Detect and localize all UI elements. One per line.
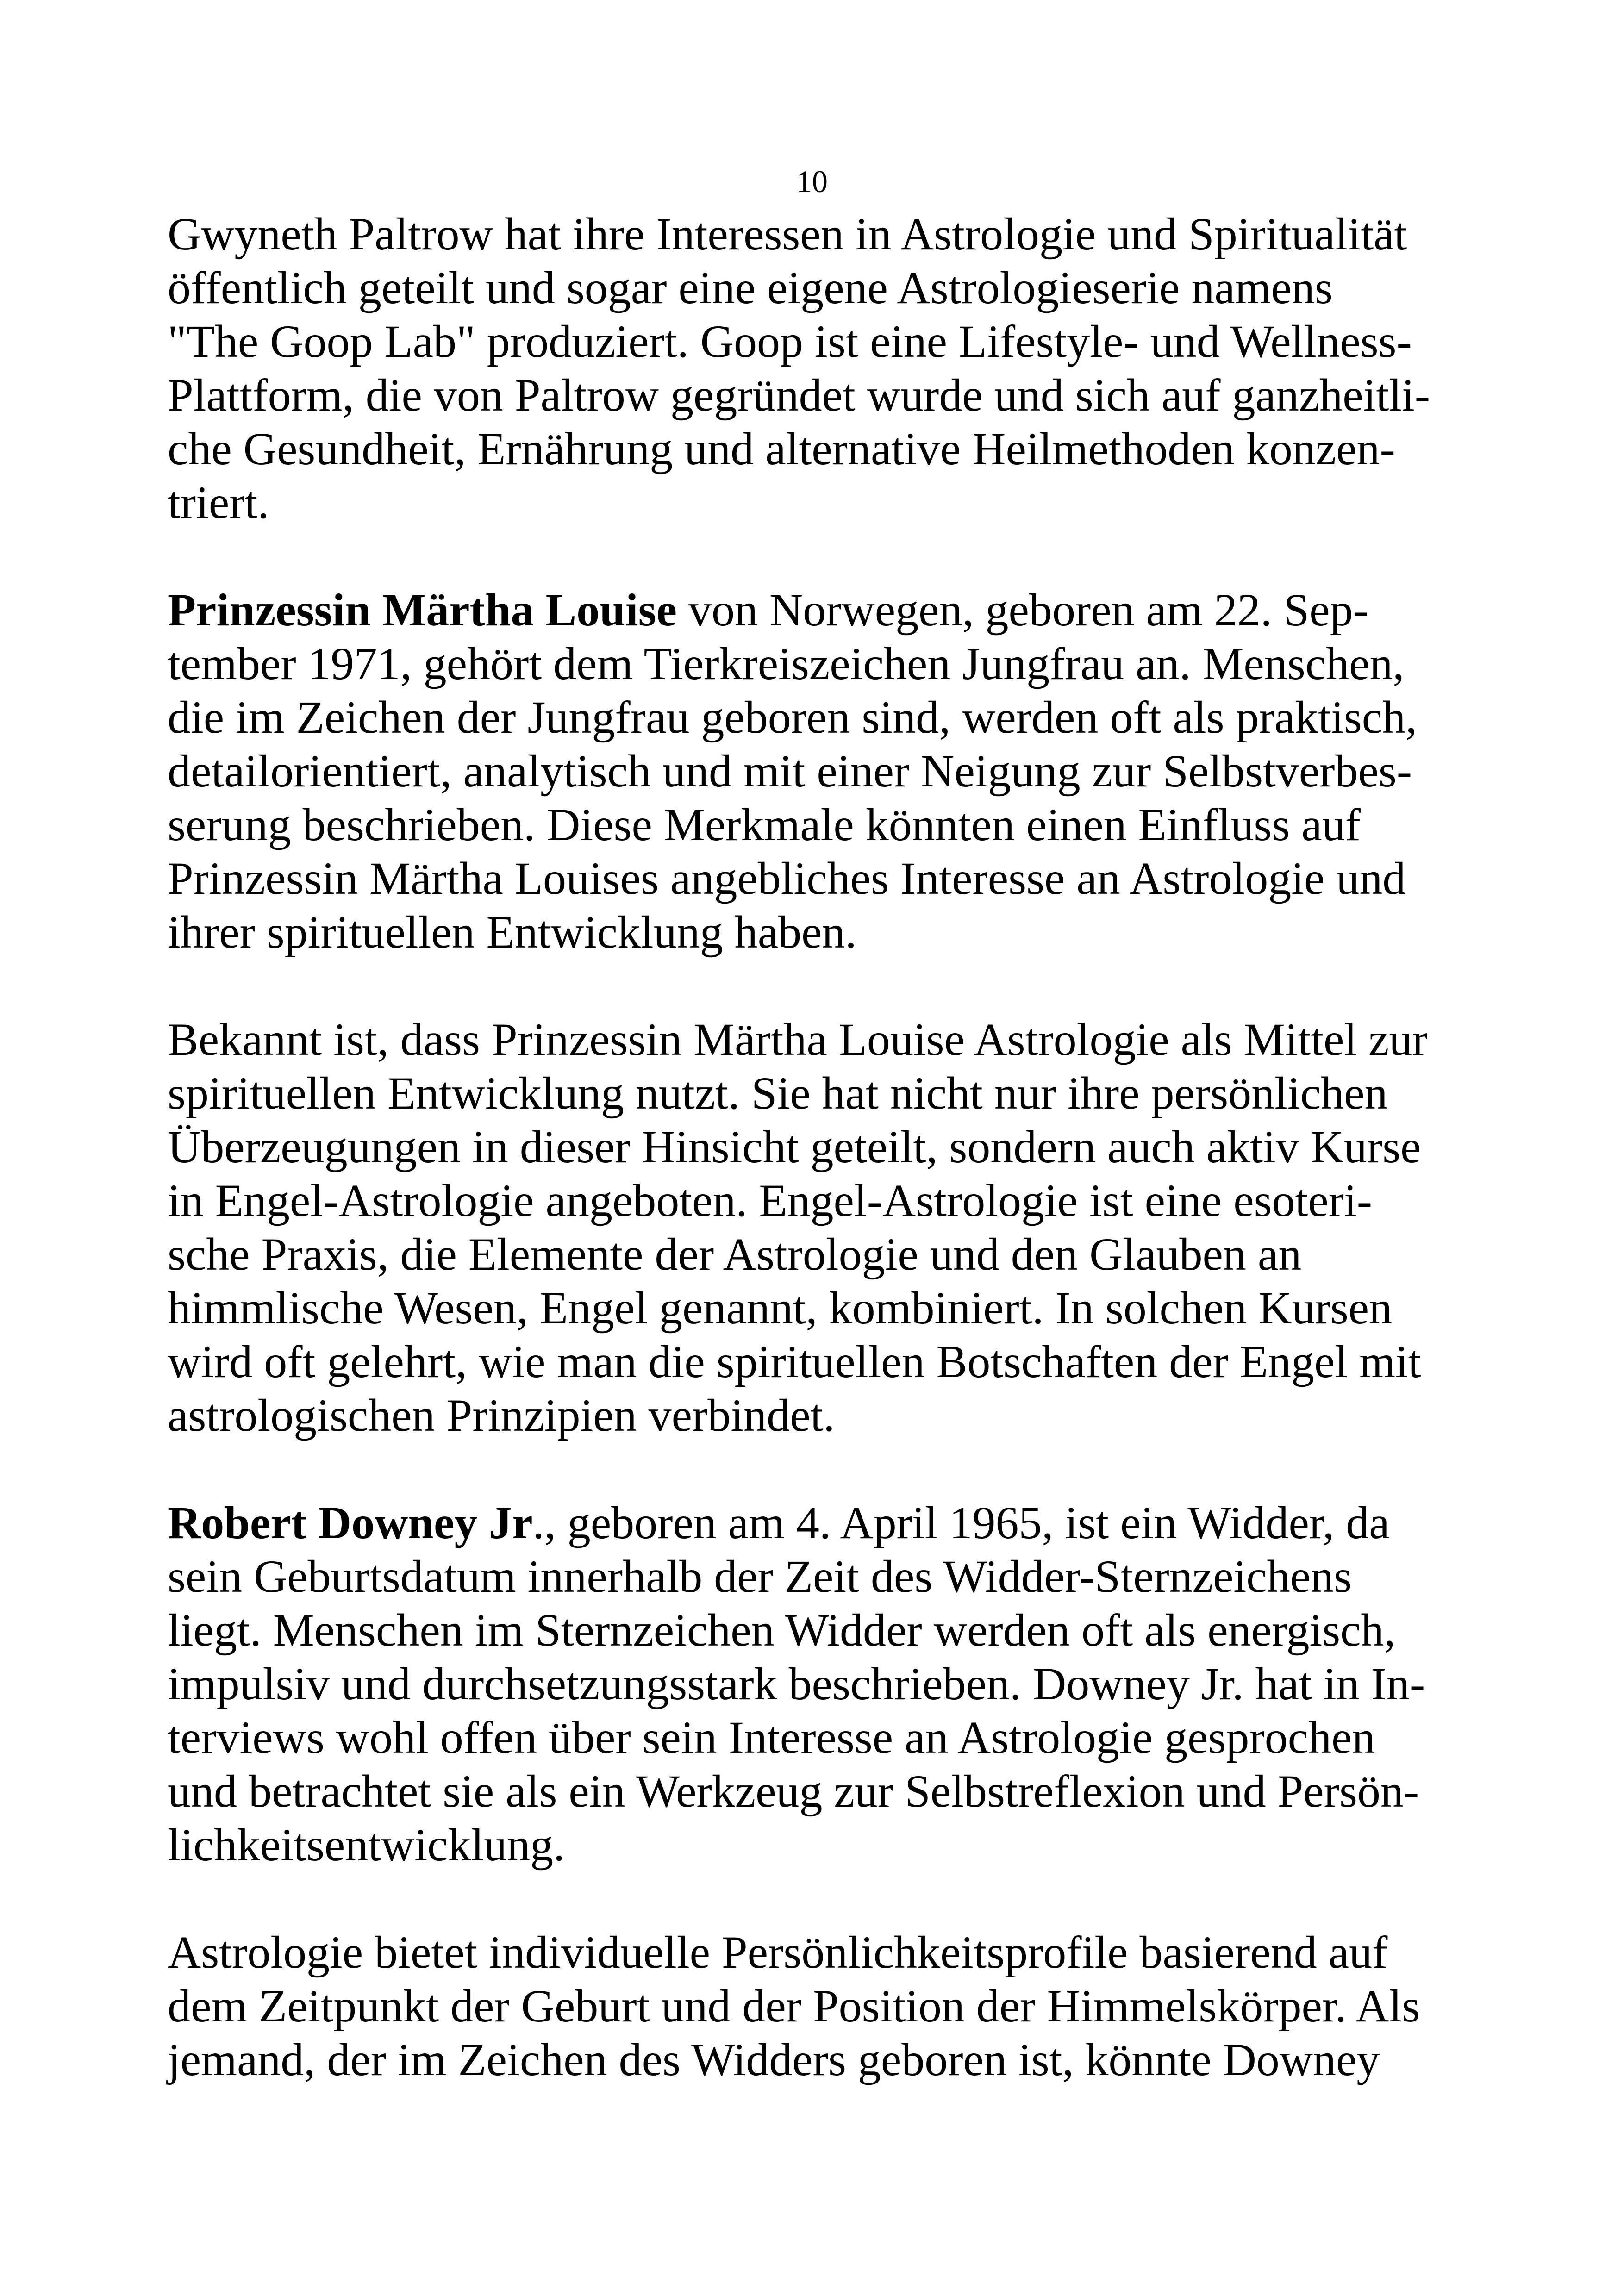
text-line: sein Geburtsdatum innerhalb der Zeit des Widder-Sternzeichens	[168, 1551, 1352, 1602]
text-line: che Gesundheit, Ernährung und alternative Heilmethoden konzen-	[168, 423, 1395, 474]
paragraph-gap	[168, 1442, 1464, 1496]
text-line: in Engel-Astrologie angeboten. Engel-Astrologie ist eine esoteri-	[168, 1175, 1373, 1226]
text-line: "The Goop Lab" produziert. Goop ist eine Lifestyle- und Wellness-	[168, 316, 1412, 367]
page-number: 10	[796, 164, 828, 199]
text-line: dem Zeitpunkt der Geburt und der Position der Himmelskörper. Als	[168, 1980, 1420, 2032]
paragraph-persoenlichkeitsprofile	[168, 1926, 1464, 2087]
text-line: impulsiv und durchsetzungsstark beschrieben. Downey Jr. hat in In-	[168, 1658, 1425, 1709]
text-line: Plattform, die von Paltrow gegründet wurde und sich auf ganzheitli-	[168, 369, 1430, 421]
paragraph-gap	[168, 1872, 1464, 1926]
paragraph-gap	[168, 959, 1464, 1013]
body-text	[168, 207, 1464, 2087]
text-run: von Norwegen, geboren am 22. Sep-	[676, 584, 1368, 636]
text-line: terviews wohl offen über sein Interesse an Astrologie gesprochen	[168, 1712, 1375, 1763]
text-line: serung beschrieben. Diese Merkmale könnten einen Einfluss auf	[168, 799, 1361, 850]
paragraph-engel-astrologie	[168, 1013, 1464, 1442]
text-line: sche Praxis, die Elemente der Astrologie und den Glauben an	[168, 1229, 1302, 1280]
text-line: Gwyneth Paltrow hat ihre Interessen in Astrologie und Spiritualität	[168, 208, 1407, 260]
text-line: Prinzessin Märtha Louises angebliches Interesse an Astrologie und	[168, 853, 1406, 904]
text-line: öffentlich geteilt und sogar eine eigene Astrologieserie namens	[168, 262, 1333, 313]
text-line	[168, 1496, 1464, 1550]
text-line: triert.	[168, 477, 269, 528]
person-name: Prinzessin Märtha Louise	[168, 584, 677, 636]
text-line: astrologischen Prinzipien verbindet.	[168, 1390, 835, 1441]
text-line: himmlische Wesen, Engel genannt, kombiniert. In solchen Kursen	[168, 1282, 1393, 1334]
text-line: lichkeitsentwicklung.	[168, 1819, 565, 1871]
paragraph-gap	[168, 530, 1464, 583]
text-run: ., geboren am 4. April 1965, ist ein Widder, da	[532, 1497, 1390, 1548]
text-line: tember 1971, gehört dem Tierkreiszeichen Jungfrau an. Menschen,	[168, 638, 1405, 689]
paragraph-paltrow	[168, 207, 1464, 530]
paragraph-maertha-louise	[168, 583, 1464, 959]
text-line: Astrologie bietet individuelle Persönlichkeitsprofile basierend auf	[168, 1927, 1388, 1978]
text-line: ihrer spirituellen Entwicklung haben.	[168, 906, 857, 958]
text-line	[168, 583, 1464, 637]
text-line: jemand, der im Zeichen des Widders geboren ist, könnte Downey	[168, 2034, 1380, 2085]
paragraph-downey	[168, 1496, 1464, 1872]
text-line: die im Zeichen der Jungfrau geboren sind, werden oft als praktisch,	[168, 692, 1418, 743]
text-line: und betrachtet sie als ein Werkzeug zur Selbstreflexion und Persön-	[168, 1765, 1419, 1817]
text-line: Überzeugungen in dieser Hinsicht geteilt, sondern auch aktiv Kurse	[168, 1121, 1421, 1172]
person-name: Robert Downey Jr	[168, 1497, 533, 1548]
text-line: detailorientiert, analytisch und mit einer Neigung zur Selbstverbes-	[168, 745, 1412, 797]
text-line: spirituellen Entwicklung nutzt. Sie hat nicht nur ihre persönlichen	[168, 1067, 1388, 1119]
text-line: wird oft gelehrt, wie man die spirituellen Botschaften der Engel mit	[168, 1336, 1421, 1387]
text-line: liegt. Menschen im Sternzeichen Widder werden oft als energisch,	[168, 1604, 1396, 1656]
text-line: Bekannt ist, dass Prinzessin Märtha Louise Astrologie als Mittel zur	[168, 1014, 1428, 1065]
